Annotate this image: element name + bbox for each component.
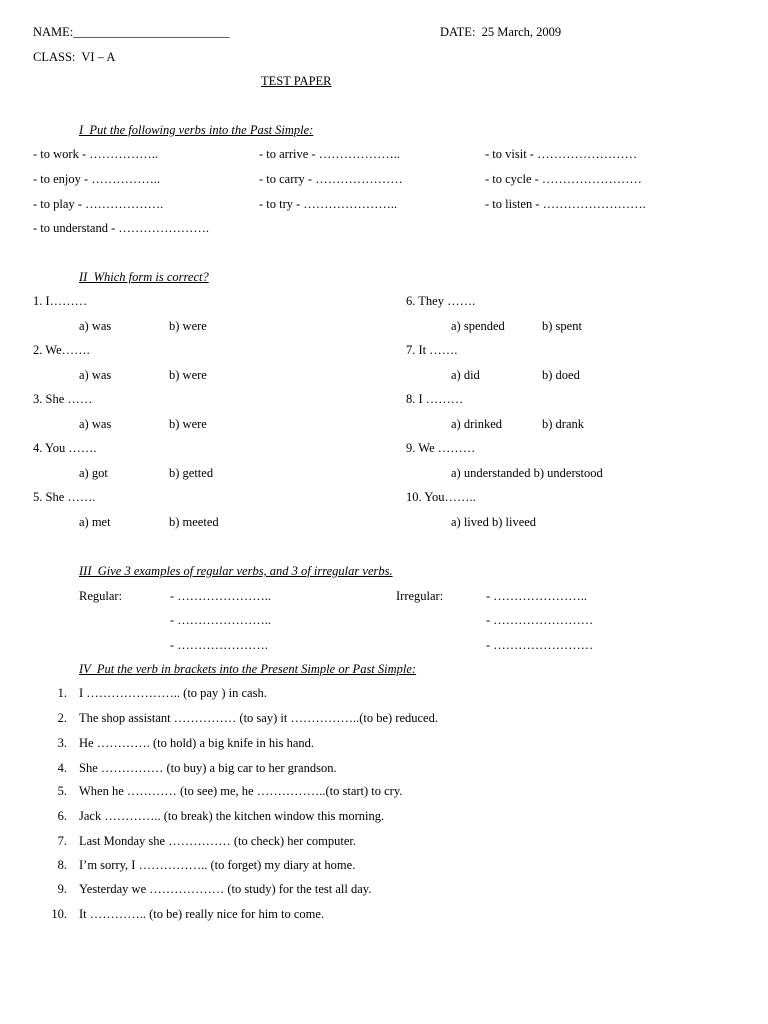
- name-field: NAME:_________________________: [33, 25, 230, 39]
- question: 8. I ………: [406, 392, 464, 406]
- regular-label: Regular:: [79, 589, 123, 603]
- verb-item: - to arrive - ………………..: [259, 147, 400, 161]
- regular-blank: - ………………….: [170, 638, 268, 652]
- item-number: 7.: [57, 834, 67, 848]
- option-a: a) met: [79, 515, 111, 529]
- item-number: 10.: [51, 907, 67, 921]
- section-1-title: I Put the following verbs into the Past Simple:: [79, 123, 314, 137]
- verb-item: - to visit - ……………………: [485, 147, 638, 161]
- item-number: 1.: [57, 686, 67, 700]
- verb-item: - to cycle - ……………………: [485, 172, 642, 186]
- sentence: Jack ………….. (to break) the kitchen window this morning.: [79, 809, 385, 823]
- option-b: b) were: [169, 417, 207, 431]
- sentence: When he ………… (to see) me, he ……………..(to start) to cry.: [79, 784, 403, 798]
- question: 3. She ……: [33, 392, 93, 406]
- sentence: Yesterday we ……………… (to study) for the test all day.: [79, 882, 372, 896]
- regular-blank: - …………………..: [170, 613, 272, 627]
- item-number: 2.: [57, 711, 67, 725]
- options: a) understanded b) understood: [451, 466, 603, 480]
- sentence: It ………….. (to be) really nice for him to come.: [79, 907, 325, 921]
- item-number: 3.: [57, 736, 67, 750]
- option-b: b) doed: [542, 368, 580, 382]
- verb-item: - to carry - …………………: [259, 172, 403, 186]
- sentence: She …………… (to buy) a big car to her grandson.: [79, 761, 337, 775]
- class-label: CLASS: VI – A: [33, 50, 116, 64]
- irregular-label: Irregular:: [396, 589, 444, 603]
- item-number: 6.: [57, 809, 67, 823]
- option-a: a) did: [451, 368, 480, 382]
- option-a: a) was: [79, 417, 112, 431]
- option-a: a) was: [79, 368, 112, 382]
- question: 1. I………: [33, 294, 88, 308]
- option-a: a) spended: [451, 319, 505, 333]
- sentence: The shop assistant …………… (to say) it ……………..(to be) reduced.: [79, 711, 438, 725]
- sentence: He …………. (to hold) a big knife in his hand.: [79, 736, 315, 750]
- verb-item: - to listen - …………………….: [485, 197, 646, 211]
- page-title: TEST PAPER: [261, 74, 332, 88]
- item-number: 4.: [57, 761, 67, 775]
- regular-blank: - …………………..: [170, 589, 272, 603]
- item-number: 9.: [57, 882, 67, 896]
- date-label: DATE: 25 March, 2009: [440, 25, 562, 39]
- option-a: a) drinked: [451, 417, 503, 431]
- option-a: a) got: [79, 466, 108, 480]
- option-b: b) were: [169, 368, 207, 382]
- option-b: b) were: [169, 319, 207, 333]
- option-a: a) was: [79, 319, 112, 333]
- verb-item: - to play - ……………….: [33, 197, 164, 211]
- section-3-title: III Give 3 examples of regular verbs, and 3 of irregular verbs.: [79, 564, 393, 578]
- section-4-title: IV Put the verb in brackets into the Present Simple or Past Simple:: [79, 662, 417, 676]
- question: 7. It …….: [406, 343, 458, 357]
- question: 5. She …….: [33, 490, 96, 504]
- sentence: I’m sorry, I …………….. (to forget) my diary at home.: [79, 858, 356, 872]
- question: 2. We…….: [33, 343, 90, 357]
- section-2-title: II Which form is correct?: [79, 270, 209, 284]
- verb-item: - to enjoy - ……………..: [33, 172, 161, 186]
- question: 9. We ………: [406, 441, 476, 455]
- irregular-blank: - ……………………: [486, 613, 594, 627]
- irregular-blank: - ……………………: [486, 638, 594, 652]
- irregular-blank: - …………………..: [486, 589, 588, 603]
- item-number: 8.: [57, 858, 67, 872]
- sentence: Last Monday she …………… (to check) her computer.: [79, 834, 357, 848]
- option-b: b) spent: [542, 319, 582, 333]
- question: 6. They …….: [406, 294, 476, 308]
- question: 4. You …….: [33, 441, 97, 455]
- verb-item: - to work - ……………..: [33, 147, 158, 161]
- verb-item: - to try - …………………..: [259, 197, 398, 211]
- verb-item: - to understand - ………………….: [33, 221, 210, 235]
- option-b: b) getted: [169, 466, 214, 480]
- question: 10. You……..: [406, 490, 476, 504]
- item-number: 5.: [57, 784, 67, 798]
- option-b: b) meeted: [169, 515, 219, 529]
- options: a) lived b) liveed: [451, 515, 537, 529]
- option-b: b) drank: [542, 417, 584, 431]
- sentence: I ………………….. (to pay ) in cash.: [79, 686, 267, 700]
